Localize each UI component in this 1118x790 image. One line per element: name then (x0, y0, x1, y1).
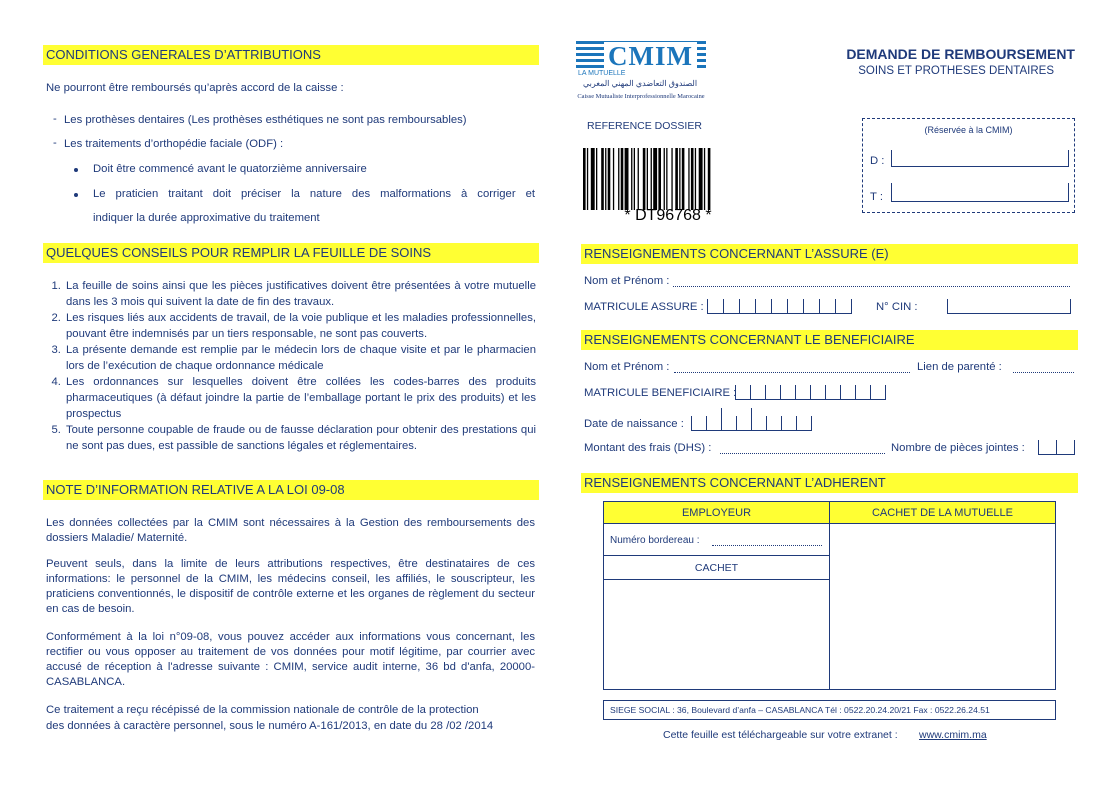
logo-text: CMIM (604, 42, 697, 70)
barcode-bar (608, 148, 611, 210)
conditions-intro: Ne pourront être remboursés qu’après accord de la caisse : (46, 82, 344, 94)
barcode-bar (675, 148, 678, 210)
cachet-label: CACHET (694, 562, 739, 574)
barcode-bar (699, 148, 703, 210)
barcode-bar (653, 148, 657, 210)
beneficiaire-heading: RENSEIGNEMENTS CONCERNANT LE BENEFICIAIRE (581, 330, 1078, 350)
barcode-bar (651, 148, 652, 210)
beneficiaire-nom-field[interactable] (674, 372, 910, 373)
barcode-bar (618, 148, 619, 210)
employeur-header: EMPLOYEUR (603, 501, 830, 524)
conseil-item-4: 4. Les ordonnances sur lesquelles doivent être collées les codes-barres des produits pharmaceutiques (à défaut joindre la partie de l’emballage portant le prix des produits) et les prospectus (64, 374, 536, 422)
naissance-divider-2 (751, 408, 752, 431)
note-p1: Les données collectées par la CMIM sont nécessaires à la Gestion des remboursements des dossiers Maladie/ Maternité. (46, 517, 535, 544)
beneficiaire-pieces-field[interactable] (1038, 440, 1075, 455)
reserved-label: (Réservée à la CMIM) (924, 125, 1013, 135)
logo-sub: LA MUTUELLE (578, 70, 626, 77)
siege-text: SIEGE SOCIAL : 36, Boulevard d’anfa – CASABLANCA Tél : 0522.20.24.20/21 Fax : 0522.26.24.51 (610, 705, 990, 715)
barcode-bar (631, 148, 632, 210)
logo-caption: Caisse Mutualiste Interprofessionnelle Marocaine (577, 93, 705, 100)
beneficiaire-naissance-label: Date de naissance : (584, 418, 684, 430)
conseil-item-5: 5. Toute personne coupable de fraude ou de fausse déclaration pour obtenir des prestations qui ne sont pas dues, est passible de sanctions légales et réglementaires. (64, 422, 536, 454)
barcode-bar (708, 148, 711, 210)
beneficiaire-montant-label: Montant des frais (DHS) : (584, 442, 712, 454)
cachet-area[interactable] (604, 580, 829, 689)
download-text: Cette feuille est téléchargeable sur votre extranet : (663, 729, 898, 741)
d-label: D : (870, 155, 885, 167)
assure-nom-field[interactable] (673, 286, 1070, 287)
cmim-logo (576, 41, 708, 103)
form-subtitle: SOINS ET PROTHESES DENTAIRES (858, 65, 1054, 77)
barcode-bar (587, 148, 588, 210)
barcode-bar (666, 148, 667, 210)
barcode-bar (704, 148, 705, 210)
naissance-divider-1 (721, 408, 722, 431)
barcode-bar (605, 148, 606, 210)
conseil-item-1: 1. La feuille de soins ainsi que les pièces justificatives doivent être présentées à votre mutuelle dans les 3 mois qui suivent la date de fin des travaux. (64, 278, 536, 310)
note-p3: Conformément à la loi n°09-08, vous pouvez accéder aux informations vous concernant, les rectifier ou vous opposer au traitement de vos données pour motif légitime, par courrier avec accusé de réception à l'adresse suivante : CMIM, service audit interne, 36 bd d'anfa, 20000-CASABLANCA. (46, 631, 535, 688)
assure-nom-label: Nom et Prénom : (584, 275, 670, 287)
conseil-item-2: 2. Les risques liés aux accidents de travail, de la voie publique et les maladies professionnelles, pouvant être indemnisés par un tiers responsable, ne sont pas couverts. (64, 310, 536, 342)
barcode-bar (695, 148, 696, 210)
beneficiaire-matricule-label: MATRICULE BENEFICIAIRE : (584, 387, 737, 399)
conseils-heading: QUELQUES CONSEILS POUR REMPLIR LA FEUILLE DE SOINS (43, 243, 539, 263)
note-p4a: Ce traitement a reçu récépissé de la commission nationale de contrôle de la protection (46, 704, 479, 716)
barcode-bar (601, 148, 604, 210)
beneficiaire-nom-label: Nom et Prénom : (584, 361, 670, 373)
assure-matricule-label: MATRICULE ASSURE : (584, 301, 704, 313)
barcode-bar (688, 148, 689, 210)
barcode-bar (621, 148, 624, 210)
barcode-bar (638, 148, 639, 210)
barcode-bar (671, 148, 672, 210)
barcode-bar (664, 148, 665, 210)
adherent-heading: RENSEIGNEMENTS CONCERNANT L’ADHERENT (581, 473, 1078, 493)
reference-label: REFERENCE DOSSIER (587, 120, 702, 132)
barcode-bar (682, 148, 685, 210)
barcode (583, 148, 753, 210)
bordereau-divider (603, 555, 830, 556)
barcode-text: * DT96768 * (624, 207, 712, 224)
conditions-sub-2b: indiquer la durée approximative du traitement (93, 212, 320, 224)
t-field[interactable] (891, 183, 1069, 202)
barcode-bar (634, 148, 635, 210)
beneficiaire-parente-label: Lien de parenté : (917, 361, 1002, 373)
bordereau-field[interactable] (712, 545, 822, 546)
note-p4b: des données à caractère personnel, sous le numéro A-161/2013, en date du 28 /02 /2014 (46, 720, 494, 732)
note-heading: NOTE D’INFORMATION RELATIVE A LA LOI 09-08 (43, 480, 539, 500)
conditions-sub-2a: Le praticien traitant doit préciser la nature des malformations à corriger et (93, 188, 535, 200)
beneficiaire-montant-field[interactable] (720, 453, 885, 454)
barcode-bar (643, 148, 646, 210)
dash-2: - (53, 137, 57, 149)
cmim-link[interactable]: www.cmim.ma (919, 729, 987, 741)
barcode-bar (583, 148, 586, 210)
note-p2: Peuvent seuls, dans la limite de leurs attributions respectives, être destinataires de ces informations: le personnel de la CMIM, les médecins conseil, les affiliés, le souscripteur, les praticiens conventionnés, le dispositif de contrôle externe et les organes de règlement du secteur en cas de besoin. (46, 558, 535, 615)
barcode-bar (591, 148, 595, 210)
logo-arabic: الصندوق التعاضدي المهني المغربي (582, 79, 698, 88)
cachet-mutuelle-header: CACHET DE LA MUTUELLE (829, 501, 1056, 524)
conditions-item-2: Les traitements d’orthopédie faciale (ODF) : (64, 138, 284, 150)
conditions-heading: CONDITIONS GENERALES D’ATTRIBUTIONS (43, 45, 539, 65)
assure-cin-field[interactable] (947, 299, 1071, 314)
beneficiaire-pieces-label: Nombre de pièces jointes : (891, 442, 1025, 454)
barcode-bar (625, 148, 629, 210)
barcode-bar (658, 148, 661, 210)
form-title: DEMANDE DE REMBOURSEMENT (846, 46, 1075, 62)
barcode-bar (613, 148, 614, 210)
t-label: T : (870, 191, 883, 203)
beneficiaire-parente-field[interactable] (1013, 372, 1074, 373)
conditions-sub-1: Doit être commencé avant le quatorzième anniversaire (93, 163, 367, 175)
conditions-item-1: Les prothèses dentaires (Les prothèses esthétiques ne sont pas remboursables) (64, 114, 467, 126)
dash-1: - (53, 113, 57, 125)
cachet-mutuelle-area[interactable] (830, 524, 1055, 689)
assure-heading: RENSEIGNEMENTS CONCERNANT L’ASSURE (E) (581, 244, 1078, 264)
barcode-bar (647, 148, 648, 210)
barcode-bar (691, 148, 694, 210)
conseil-item-3: 3. La présente demande est remplie par le médecin lors de chaque visite et par le pharmacien lors de l’exécution de chaque ordonnance médicale (64, 342, 536, 374)
barcode-bar (596, 148, 597, 210)
assure-matricule-field[interactable] (707, 299, 852, 314)
beneficiaire-matricule-field[interactable] (735, 385, 886, 400)
d-field[interactable] (891, 150, 1069, 167)
barcode-bar (679, 148, 680, 210)
assure-cin-label: N° CIN : (876, 301, 918, 313)
bordereau-label: Numéro bordereau : (610, 535, 700, 546)
bullet-1 (74, 168, 78, 172)
conseils-list (44, 278, 536, 454)
bullet-2 (74, 193, 78, 197)
